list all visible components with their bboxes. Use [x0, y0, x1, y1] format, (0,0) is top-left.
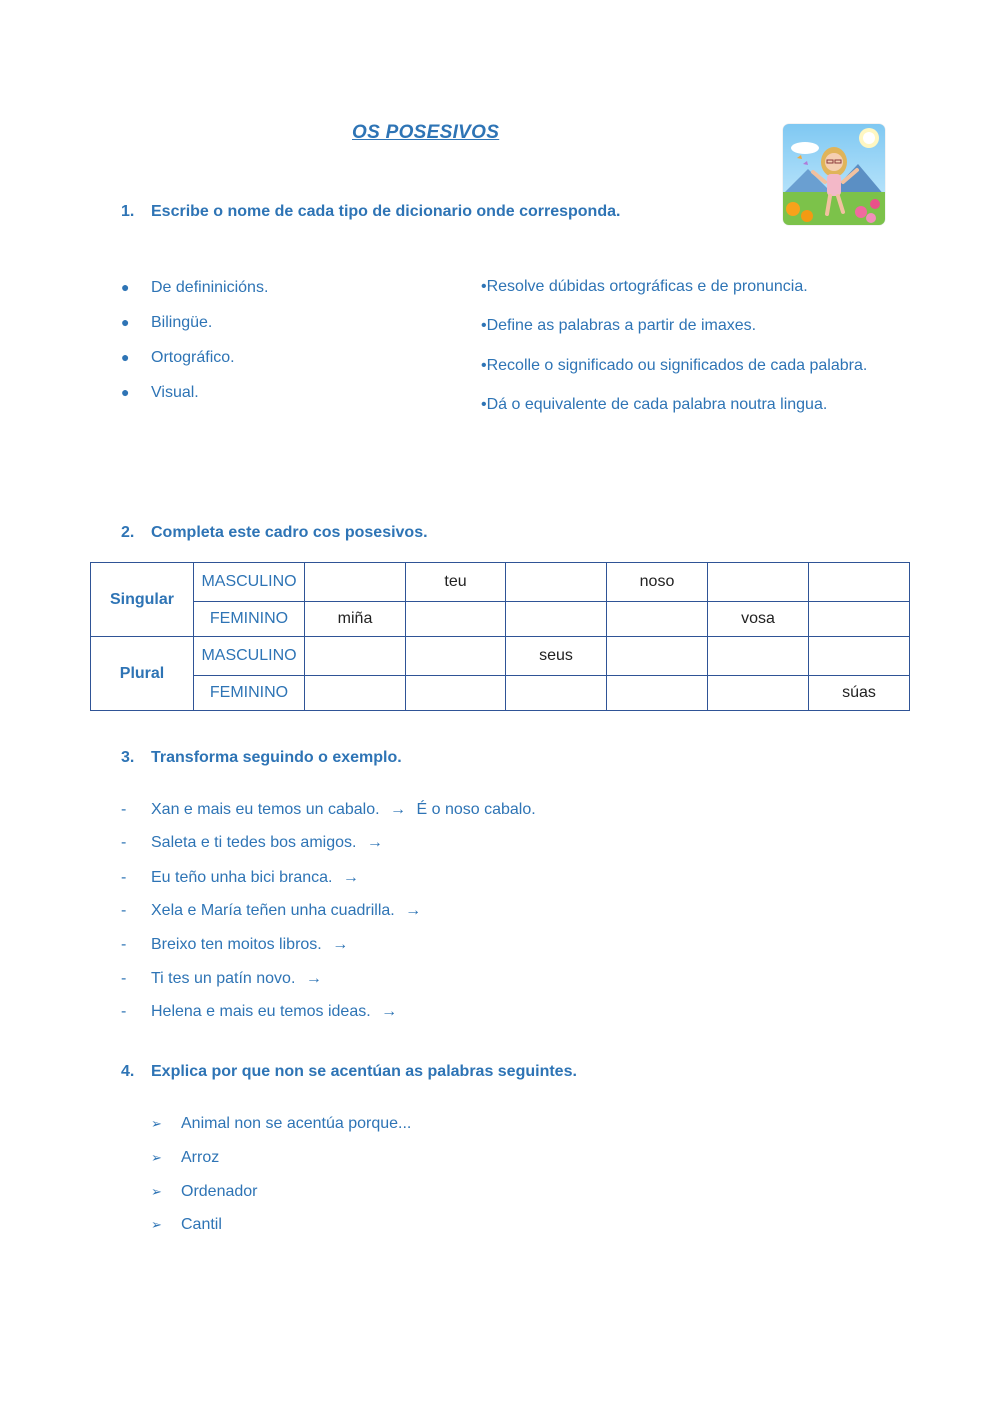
section-2-heading	[121, 524, 428, 542]
example-answer: É o noso cabalo.	[416, 801, 536, 818]
arrowhead-bullet-icon: ➢	[151, 1116, 162, 1131]
possessives-table	[90, 562, 910, 711]
definition-item: •Recolle o significado ou significados de cada palabra.	[481, 357, 868, 374]
list-item: - Helena e mais eu temos ideas. →	[121, 1003, 398, 1020]
section-1-number: 1.	[121, 203, 135, 220]
table-cell[interactable]	[607, 602, 708, 637]
list-item: - Saleta e ti tedes bos amigos. →	[121, 834, 383, 851]
list-item: - Ti tes un patín novo. →	[121, 970, 322, 987]
section-4-number: 4.	[121, 1063, 135, 1080]
page-title: OS POSESIVOS	[352, 122, 500, 143]
group-label-plural: Plural	[91, 637, 194, 711]
gender-label: FEMININO	[194, 676, 305, 711]
table-row	[91, 563, 910, 602]
arrow-right-icon: →	[381, 1003, 398, 1020]
arrowhead-bullet-icon: ➢	[151, 1184, 162, 1199]
table-cell[interactable]	[506, 676, 607, 711]
section-4-heading-text: Explica por que non se acentúan as palabras seguintes.	[151, 1063, 577, 1080]
section-3-number: 3.	[121, 749, 135, 766]
list-item	[121, 314, 212, 332]
list-item: - Eu teño unha bici branca. →	[121, 869, 359, 886]
dictionary-type-label: Ortográfico.	[151, 349, 235, 366]
list-item	[151, 1115, 411, 1133]
section-4-heading	[121, 1063, 577, 1081]
arrow-right-icon: →	[342, 869, 359, 886]
table-cell[interactable]	[809, 637, 910, 676]
sentence-text: Xela e María teñen unha cuadrilla.	[151, 902, 395, 919]
bullet-icon: ●	[121, 314, 130, 330]
list-item	[151, 1149, 219, 1167]
arrowhead-bullet-icon: ➢	[151, 1217, 162, 1232]
table-cell[interactable]	[506, 602, 607, 637]
sentence-text: Saleta e ti tedes bos amigos.	[151, 834, 357, 851]
list-item: - Xan e mais eu temos un cabalo. → É o noso cabalo.	[121, 801, 536, 818]
dictionary-type-label: Visual.	[151, 384, 199, 401]
list-item	[151, 1183, 258, 1201]
sentence-text: Breixo ten moitos libros.	[151, 936, 322, 953]
section-1-heading	[121, 203, 620, 221]
bullet-icon: ●	[121, 349, 130, 365]
section-2-number: 2.	[121, 524, 135, 541]
section-3-heading	[121, 749, 402, 767]
list-item	[121, 279, 268, 297]
table-cell[interactable]	[305, 563, 406, 602]
dictionary-type-label: De defininicións.	[151, 279, 269, 296]
word-item: Arroz	[181, 1149, 220, 1166]
list-item	[121, 349, 235, 367]
table-cell[interactable]	[708, 676, 809, 711]
table-cell[interactable]	[305, 676, 406, 711]
table-cell[interactable]: noso	[607, 563, 708, 602]
list-item: - Breixo ten moitos libros. →	[121, 936, 349, 953]
arrow-right-icon: →	[405, 902, 422, 919]
table-cell[interactable]	[305, 637, 406, 676]
gender-label: MASCULINO	[194, 563, 305, 602]
section-2-heading-text: Completa este cadro cos posesivos.	[151, 524, 428, 541]
table-row	[91, 637, 910, 676]
list-item	[151, 1216, 222, 1234]
arrow-right-icon: →	[366, 834, 383, 851]
table-cell[interactable]	[809, 563, 910, 602]
table-cell[interactable]	[607, 676, 708, 711]
table-cell[interactable]	[708, 563, 809, 602]
arrow-right-icon: →	[390, 801, 407, 818]
table-cell[interactable]: vosa	[708, 602, 809, 637]
table-cell[interactable]: súas	[809, 676, 910, 711]
sentence-text: Xan e mais eu temos un cabalo.	[151, 801, 380, 818]
arrow-right-icon: →	[305, 970, 322, 987]
table-cell[interactable]	[506, 563, 607, 602]
table-cell[interactable]: teu	[406, 563, 506, 602]
sentence-text: Eu teño unha bici branca.	[151, 869, 333, 886]
table-cell[interactable]	[708, 637, 809, 676]
section-3-heading-text: Transforma seguindo o exemplo.	[151, 749, 402, 766]
table-cell[interactable]	[809, 602, 910, 637]
bitmoji-avatar-image	[783, 124, 885, 225]
table-cell[interactable]	[406, 676, 506, 711]
table-row	[91, 602, 910, 637]
list-item	[121, 384, 199, 402]
table-cell[interactable]	[607, 637, 708, 676]
table-cell[interactable]: miña	[305, 602, 406, 637]
arrowhead-bullet-icon: ➢	[151, 1150, 162, 1165]
table-cell[interactable]	[406, 602, 506, 637]
arrow-right-icon: →	[332, 936, 349, 953]
definition-item: •Dá o equivalente de cada palabra noutra lingua.	[481, 396, 828, 413]
definition-item: •Define as palabras a partir de imaxes.	[481, 317, 757, 334]
section-1-heading-text: Escribe o nome de cada tipo de dicionario onde corresponda.	[151, 203, 621, 220]
word-item: Ordenador	[181, 1183, 258, 1200]
definition-item: •Resolve dúbidas ortográficas e de pronuncia.	[481, 278, 808, 295]
gender-label: MASCULINO	[194, 637, 305, 676]
table-cell[interactable]: seus	[506, 637, 607, 676]
word-item: Animal non se acentúa porque...	[181, 1115, 412, 1132]
word-item: Cantil	[181, 1216, 222, 1233]
group-label-singular: Singular	[91, 563, 194, 637]
bullet-icon: ●	[121, 279, 130, 295]
table-cell[interactable]	[406, 637, 506, 676]
sentence-text: Helena e mais eu temos ideas.	[151, 1003, 371, 1020]
bullet-icon: ●	[121, 384, 130, 400]
sentence-text: Ti tes un patín novo.	[151, 970, 296, 987]
gender-label: FEMININO	[194, 602, 305, 637]
dictionary-type-label: Bilingüe.	[151, 314, 213, 331]
list-item: - Xela e María teñen unha cuadrilla. →	[121, 902, 422, 919]
table-row	[91, 676, 910, 711]
